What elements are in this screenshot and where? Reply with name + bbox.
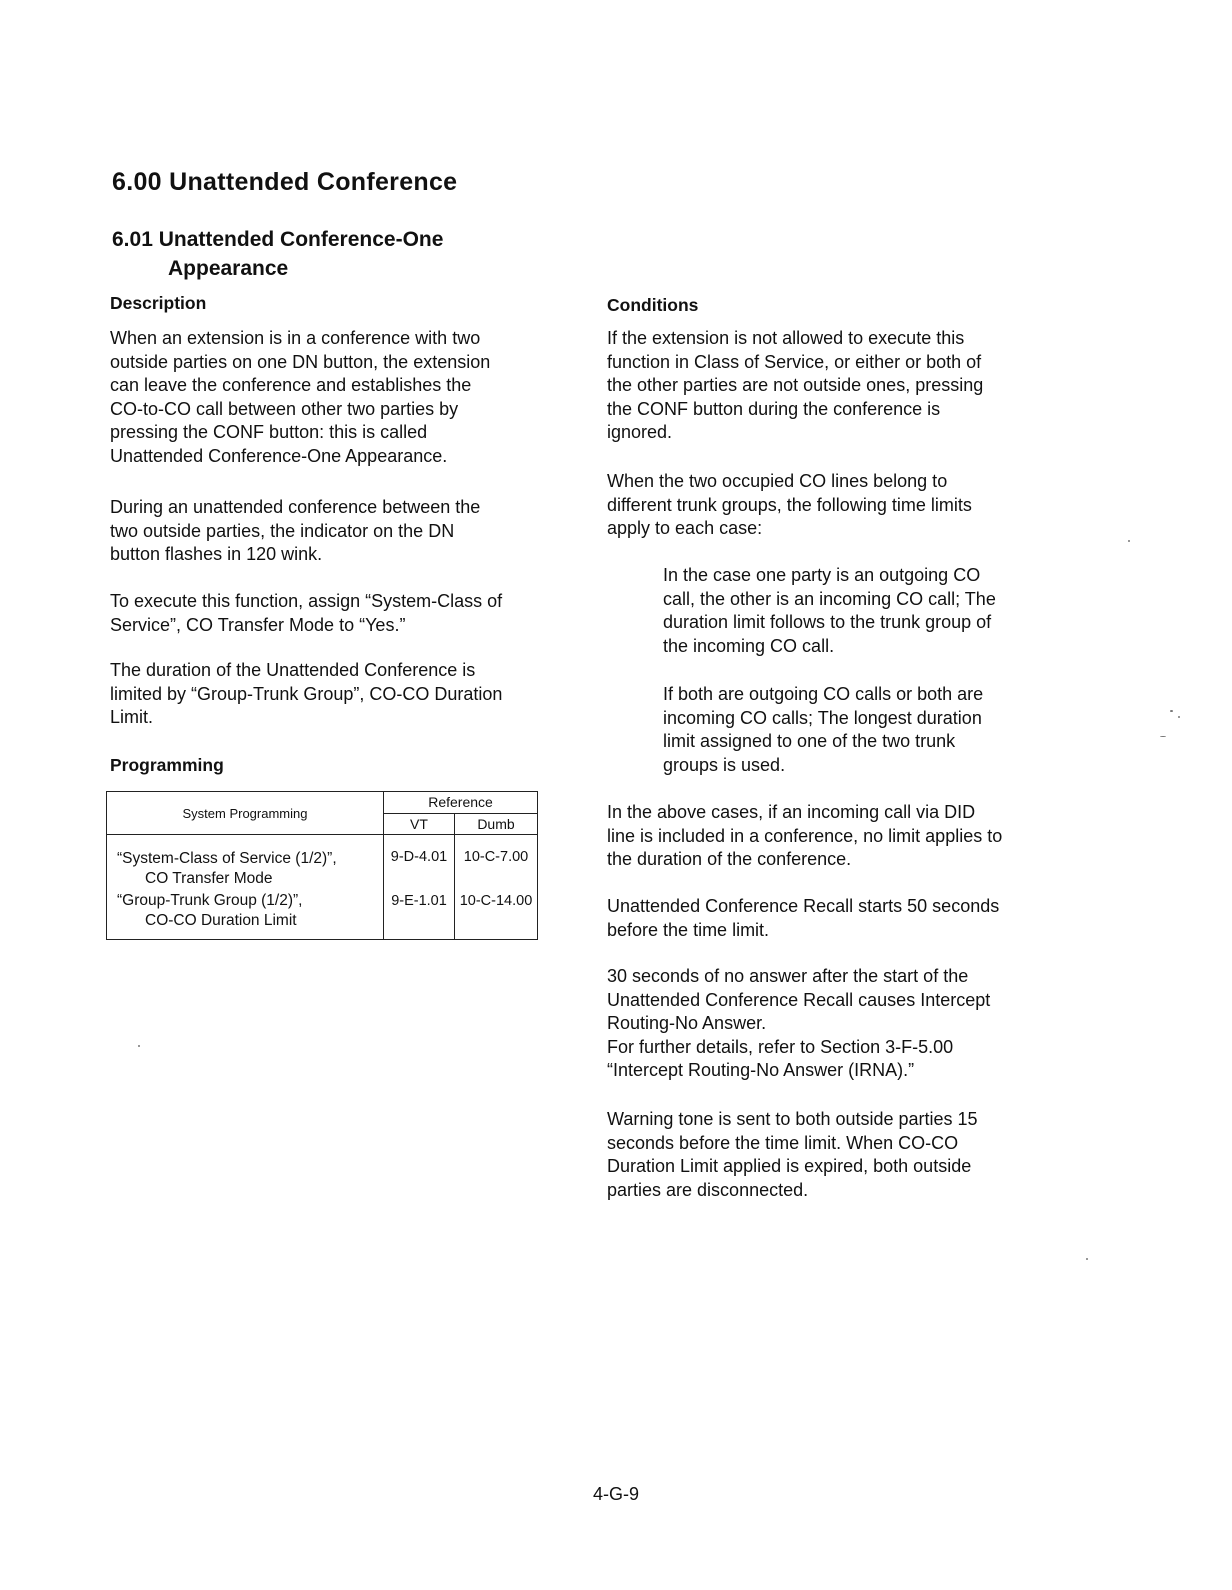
table-cell-dumb: 10-C-7.00 <box>455 835 538 890</box>
scan-speck <box>1086 1258 1088 1260</box>
programming-reference-table <box>106 791 538 940</box>
column-header-system-programming: System Programming <box>107 792 384 835</box>
description-paragraph-1: When an extension is in a conference with two outside parties on one DN button, the extension can leave the conference and establishes the CO-to-CO call between other two parties by pressing the CONF button: this is called Unattended Conference-One Appearance. <box>110 328 491 466</box>
description-paragraph-3: To execute this function, assign “System-Class of Service”, CO Transfer Mode to “Yes.” <box>110 591 503 635</box>
section-heading-line2: Appearance <box>168 257 289 280</box>
table-row <box>107 889 538 940</box>
program-name: “System-Class of Service (1/2)”, <box>117 850 337 867</box>
scan-speck <box>1128 540 1130 542</box>
description-heading: Description <box>110 293 207 313</box>
conditions-paragraph-4: Unattended Conference Recall starts 50 seconds before the time limit. <box>607 896 1000 940</box>
column-header-vt: VT <box>384 813 455 835</box>
table-cell-program <box>107 835 384 890</box>
column-header-dumb: Dumb <box>455 813 538 835</box>
column-header-reference: Reference <box>384 792 538 814</box>
conditions-case-2: If both are outgoing CO calls or both are incoming CO calls; The longest duration limit assigned to one of the two trunk groups is used. <box>663 684 984 775</box>
scan-speck <box>1160 736 1166 737</box>
table-cell-dumb: 10-C-14.00 <box>455 889 538 940</box>
programming-heading: Programming <box>110 755 224 775</box>
table-row <box>107 835 538 890</box>
program-item: CO Transfer Mode <box>145 870 273 887</box>
description-paragraph-2: During an unattended conference between the two outside parties, the indicator on the DN button flashes in 120 wink. <box>110 497 481 565</box>
program-item: CO-CO Duration Limit <box>145 912 297 929</box>
conditions-paragraph-3: In the above cases, if an incoming call via DID line is included in a conference, no limit applies to the duration of the conference. <box>607 802 1003 870</box>
scan-speck <box>138 1045 140 1047</box>
program-name: “Group-Trunk Group (1/2)”, <box>117 892 303 909</box>
scan-speck <box>1170 710 1173 712</box>
table-cell-program <box>107 889 384 940</box>
table-cell-vt: 9-D-4.01 <box>384 835 455 890</box>
conditions-paragraph-2: When the two occupied CO lines belong to different trunk groups, the following time limits apply to each case: <box>607 471 972 539</box>
table-cell-vt: 9-E-1.01 <box>384 889 455 940</box>
conditions-paragraph-6: Warning tone is sent to both outside parties 15 seconds before the time limit. When CO-CO Duration Limit applied is expired, both outside parties are disconnected. <box>607 1109 978 1200</box>
conditions-paragraph-5: 30 seconds of no answer after the start of the Unattended Conference Recall causes Intercept Routing-No Answer. For further details, refer to Section 3-F-5.00 “Intercept Routing-No Answer (IRNA).” <box>607 966 991 1081</box>
conditions-heading: Conditions <box>607 295 699 315</box>
description-paragraph-4: The duration of the Unattended Conference is limited by “Group-Trunk Group”, CO-CO Duration Limit. <box>110 660 503 728</box>
conditions-paragraph-1: If the extension is not allowed to execute this function in Class of Service, or either or both of the other parties are not outside ones, pressing the CONF button during the conference is ignored. <box>607 328 984 443</box>
conditions-case-1: In the case one party is an outgoing CO call, the other is an incoming CO call; The duration limit follows to the trunk group of the incoming CO call. <box>663 565 996 656</box>
scan-speck <box>1178 716 1180 718</box>
page-title: 6.00 Unattended Conference <box>112 168 458 196</box>
page-number: 4-G-9 <box>592 1484 639 1504</box>
section-heading-line1: 6.01 Unattended Conference-One <box>112 228 444 251</box>
section-heading <box>112 225 443 283</box>
